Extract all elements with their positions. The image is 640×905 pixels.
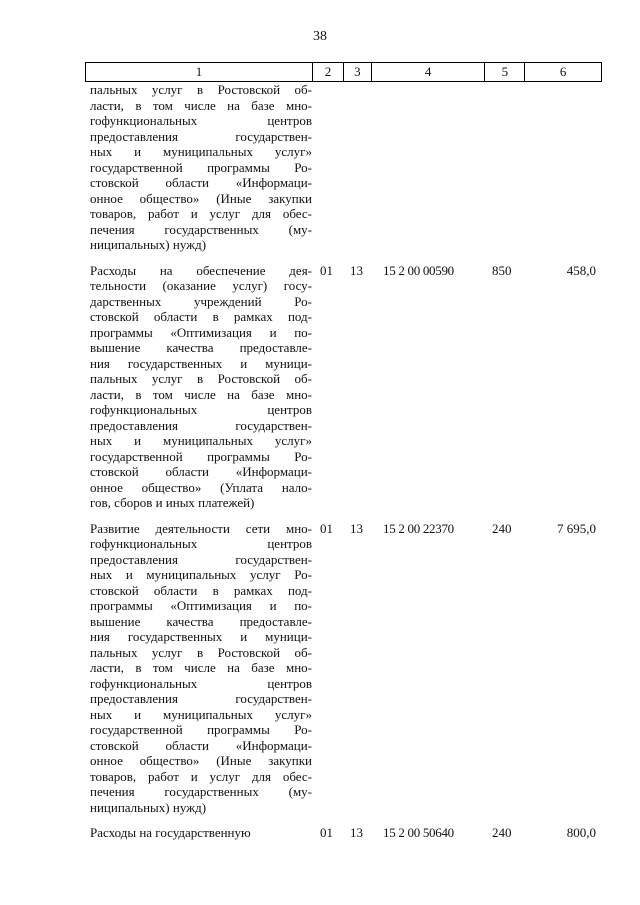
table-body [85, 82, 602, 841]
subsection-code: 13 [350, 825, 363, 840]
description-line: Развитие деятельности сети мно- [90, 520, 312, 536]
header-col-3: 3 [344, 63, 372, 81]
description-line: товаров, работ и услуг для обес- [90, 768, 312, 784]
description-line: стовской области «Информаци- [90, 175, 312, 190]
description-line: онное общество» (Уплата нало- [90, 479, 312, 495]
description-line: гофункциональных центров [90, 675, 312, 691]
amount: 458,0 [566, 262, 596, 278]
page-number: 38 [313, 29, 327, 44]
description-line: предоставления государствен- [90, 417, 312, 433]
description-line: пальных услуг в Ростовской об- [90, 644, 312, 660]
row-description [90, 521, 312, 816]
description-line: пальных услуг в Ростовской об- [90, 82, 312, 97]
description-line: ных и муниципальных услуг» [90, 144, 312, 159]
target-article-code: 15 2 00 50640 [383, 825, 454, 840]
description-line: онное общество» (Иные закупки [90, 753, 312, 768]
description-line: предоставления государствен- [90, 128, 312, 144]
description-line: ных и муниципальных услуг» [90, 706, 312, 722]
description-line: Расходы на обеспечение дея- [90, 262, 312, 278]
row-description [90, 825, 312, 841]
description-line: пальных услуг в Ростовской об- [90, 371, 312, 386]
description-line: ниципальных) нужд) [90, 799, 207, 815]
target-article-code: 15 2 00 00590 [383, 262, 454, 278]
description-line: стовской области в рамках под- [90, 309, 312, 324]
description-line: ных и муниципальных услуг» [90, 433, 312, 448]
description-line: тельности (оказание услуг) госу- [90, 278, 312, 293]
table-header-row [85, 62, 602, 82]
table-row [85, 82, 602, 253]
section-code: 01 [320, 825, 333, 840]
subsection-code: 13 [350, 520, 363, 536]
description-line: ния государственных и муници- [90, 355, 312, 371]
target-article-code: 15 2 00 22370 [383, 520, 454, 536]
description-line: стовской области «Информаци- [90, 464, 312, 479]
description-line: гов, сборов и иных платежей) [90, 495, 255, 510]
header-col-1: 1 [86, 63, 313, 81]
description-line: предоставления государствен- [90, 691, 312, 706]
header-col-4: 4 [372, 63, 486, 81]
description-line: программы «Оптимизация и по- [90, 324, 312, 340]
row-description [90, 263, 312, 511]
description-line: печения государственных (му- [90, 784, 312, 799]
description-line: ниципальных) нужд) [90, 237, 207, 252]
section-code: 01 [320, 520, 333, 536]
description-line: государственной программы Ро- [90, 448, 312, 464]
description-line: ния государственных и муници- [90, 629, 312, 644]
description-line: онное общество» (Иные закупки [90, 190, 312, 206]
row-description [90, 82, 312, 253]
description-line: вышение качества предоставле- [90, 340, 312, 355]
description-line: предоставления государствен- [90, 551, 312, 567]
description-line: стовской области «Информаци- [90, 737, 312, 753]
description-line: вышение качества предоставле- [90, 613, 312, 629]
description-line: гофункциональных центров [90, 402, 312, 417]
expense-type-code: 240 [492, 825, 512, 840]
description-line: дарственных учреждений Ро- [90, 293, 312, 309]
table-row [85, 825, 602, 841]
description-line: гофункциональных центров [90, 113, 312, 128]
description-line: гофункциональных центров [90, 536, 312, 551]
description-line: ных и муниципальных услуг Ро- [90, 567, 312, 582]
table-row [85, 521, 602, 816]
section-code: 01 [320, 262, 333, 278]
amount: 800,0 [566, 825, 596, 840]
header-col-6: 6 [559, 64, 567, 79]
description-line: стовской области в рамках под- [90, 582, 312, 598]
subsection-code: 13 [350, 262, 363, 278]
description-line: государственной программы Ро- [90, 159, 312, 175]
header-col-2: 2 [313, 63, 344, 81]
description-line: Расходы на государственную [90, 825, 251, 840]
description-line: печения государственных (му- [90, 221, 312, 237]
amount: 7 695,0 [557, 520, 596, 536]
expense-type-code: 850 [492, 262, 512, 278]
description-line: ласти, в том числе на базе мно- [90, 386, 312, 402]
table-row [85, 263, 602, 511]
description-line: ласти, в том числе на базе мно- [90, 660, 312, 675]
expense-type-code: 240 [492, 520, 512, 536]
description-line: программы «Оптимизация и по- [90, 598, 312, 613]
header-col-5: 5 [485, 63, 525, 81]
description-line: ласти, в том числе на базе мно- [90, 97, 312, 113]
description-line: государственной программы Ро- [90, 722, 312, 737]
description-line: товаров, работ и услуг для обес- [90, 206, 312, 221]
